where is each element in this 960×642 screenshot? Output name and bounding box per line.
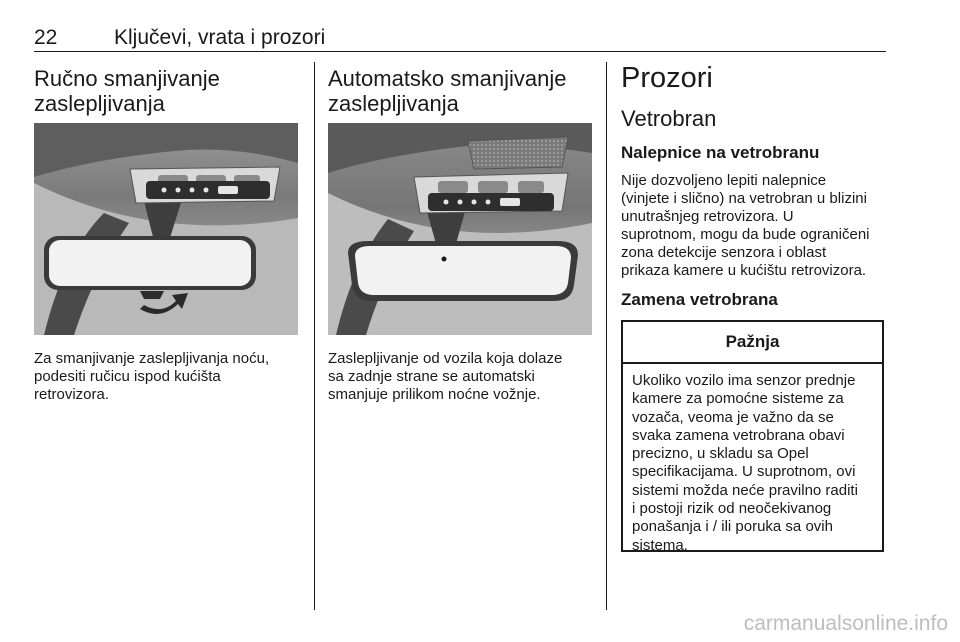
sticker-paragraph: Nije dozvoljeno lepiti nalepnice (vinjete i slično) na vetrobran u blizini unutrašnjeg retrovizora. U suprotnom, mogu da bude ograničeni zona detekcije senzora i oblast prikaza kamere u kućištu retrovizora.: [621, 172, 870, 279]
caution-body: Ukoliko vozilo ima senzor prednje kamere za pomoćne sisteme za vozača, veoma je važno da se svaka zamena vetrobrana obavi precizno, u skladu sa Opel specifikacijama. U suprotnom, ovi sistemi možda neće pravilno raditi i postoji rizik od neočekivanog ponašanja i / ili poruka sa ovih sistema.: [632, 372, 858, 554]
manual-dimming-caption: Za smanjivanje zaslepljivanja noću, podesiti ručicu ispod kućišta retrovizora.: [34, 350, 270, 403]
sticker-heading: Nalepnice na vetrobranu: [621, 143, 820, 162]
auto-dimming-caption: Zaslepljivanje od vozila koja dolaze sa zadnje strane se automatski smanjuje prilikom noćne vožnje.: [328, 350, 563, 403]
column-divider-2: [606, 62, 607, 610]
replacement-heading: Zamena vetrobrana: [621, 290, 778, 309]
manual-dimming-heading: Ručno smanjivanje zaslepljivanja: [34, 66, 220, 116]
caution-title: Pažnja: [725, 332, 780, 351]
chapter-title: Ključevi, vrata i prozori: [114, 26, 326, 49]
manual-mirror-illustration: [34, 123, 298, 335]
page-number: 22: [34, 26, 58, 49]
caution-divider: [623, 362, 882, 364]
header-divider: [34, 51, 886, 52]
caution-box: [621, 320, 884, 552]
subheading-windshield: Vetrobran: [621, 106, 717, 131]
watermark: carmanualsonline.info: [743, 612, 948, 635]
section-heading-windows: Prozori: [621, 62, 713, 94]
auto-mirror-illustration: [328, 123, 592, 335]
auto-dimming-heading: Automatsko smanjivanje zaslepljivanja: [328, 66, 567, 116]
column-divider-1: [314, 62, 315, 610]
page-header: [34, 26, 886, 52]
